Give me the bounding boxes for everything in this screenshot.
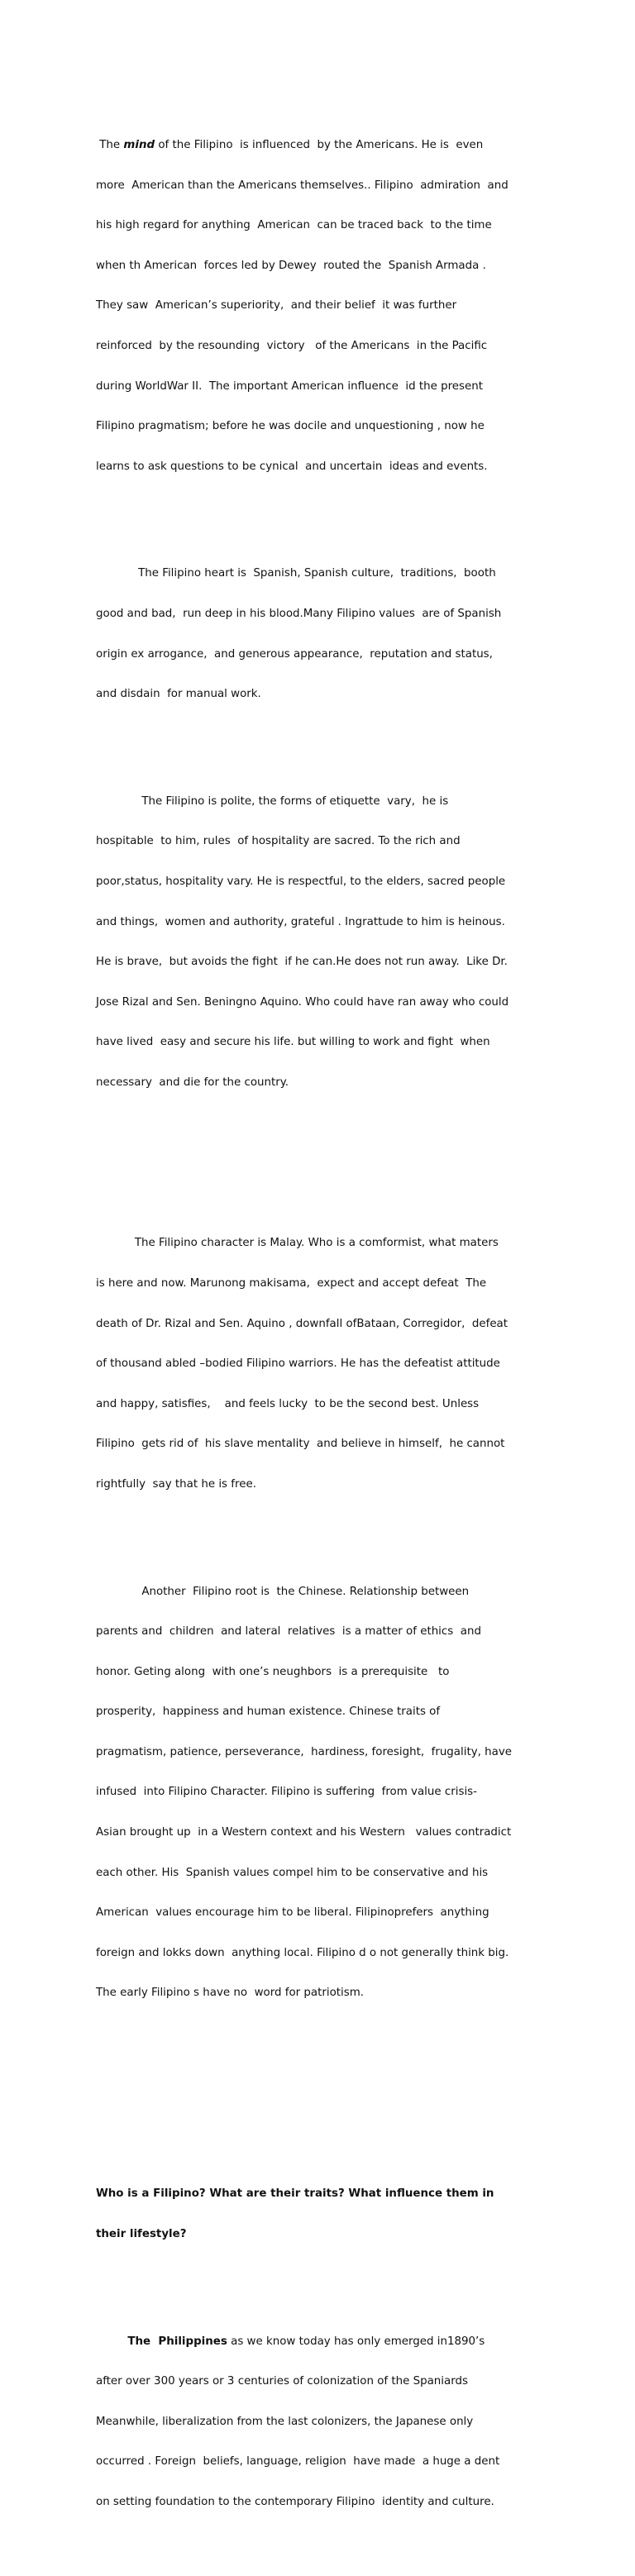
emphasis-mind: mind [123, 139, 155, 152]
text-line: have lived easy and secure his life. but willing to work and fight when [96, 1036, 490, 1049]
text-line: The Filipino heart is Spanish, Spanish culture, traditions, booth [96, 567, 496, 580]
text-line: is here and now. Marunong makisama, expect and accept defeat The [96, 1276, 487, 1290]
document-body [96, 72, 559, 2576]
text-line: foreign and lokks down anything local. Filipino d o not generally think big. [96, 1946, 509, 1959]
emphasis-philippines: The Philippines [127, 2335, 227, 2348]
text-span: The [96, 139, 124, 152]
text-line: origin ex arrogance, and generous appearance, reputation and status, [96, 647, 493, 661]
paragraph-philippines [96, 2308, 559, 2535]
text-line: learns to ask questions to be cynical and uncertain ideas and events. [96, 460, 488, 473]
text-line [96, 2335, 559, 2349]
text-span: of the Filipino is influenced by the Americans. He is even [155, 139, 484, 152]
paragraph-malay-character [96, 1210, 559, 1519]
paragraph-chinese-root [96, 1558, 559, 2027]
text-line: Asian brought up in a Western context and his Western values contradict [96, 1826, 512, 1839]
text-line: death of Dr. Rizal and Sen. Aquino , downfall ofBataan, Corregidor, defeat [96, 1317, 508, 1330]
paragraph-american-influence [96, 112, 559, 501]
text-line: prosperity, happiness and human existence. Chinese traits of [96, 1705, 441, 1719]
text-line: They saw American’s superiority, and their belief it was further [96, 299, 457, 312]
text-line: pragmatism, patience, perseverance, hardiness, foresight, frugality, have [96, 1745, 512, 1758]
text-line: when th American forces led by Dewey routed the Spanish Armada . [96, 259, 486, 272]
paragraph-spacer [96, 2068, 559, 2081]
text-line: poor,status, hospitality vary. He is respectful, to the elders, sacred people [96, 875, 506, 888]
text-line: his high regard for anything American can be traced back to the time [96, 219, 492, 232]
indent [96, 2335, 127, 2348]
section-heading [96, 2161, 559, 2268]
paragraph-spanish-heart [96, 541, 559, 728]
text-line: American values encourage him to be liberal. Filipinoprefers anything [96, 1906, 489, 1920]
text-line: and disdain for manual work. [96, 688, 261, 701]
text-line: on setting foundation to the contemporary Filipino identity and culture. [96, 2496, 494, 2509]
text-line: rightfully say that he is free. [96, 1477, 256, 1491]
text-line: reinforced by the resounding victory of the Americans in the Pacific [96, 339, 488, 352]
text-line: He is brave, but avoids the fight if he can.He does not run away. Like Dr. [96, 956, 508, 969]
text-line: each other. His Spanish values compel him to be conservative and his [96, 1866, 489, 1879]
text-line: Meanwhile, liberalization from the last colonizers, the Japanese only [96, 2415, 474, 2428]
text-line: infused into Filipino Character. Filipino is suffering from value crisis- [96, 1786, 477, 1799]
text-line: The Filipino is polite, the forms of etiquette vary, he is [96, 794, 449, 808]
text-span: as we know today has only emerged in1890’s [227, 2335, 485, 2348]
paragraph-spacer [96, 1157, 559, 1170]
paragraph-spacer [96, 2107, 559, 2120]
text-line: parents and children and lateral relatives is a matter of ethics and [96, 1625, 481, 1639]
text-line: during WorldWar II. The important American influence id the present [96, 379, 483, 393]
text-line: Jose Rizal and Sen. Beningno Aquino. Who could have ran away who could [96, 995, 509, 1009]
text-line: The early Filipino s have no word for patriotism. [96, 1987, 365, 2000]
heading-line: Who is a Filipino? What are their traits? What influence them in [96, 2187, 494, 2201]
heading-line: their lifestyle? [96, 2228, 187, 2241]
text-line: Filipino pragmatism; before he was docile and unquestioning , now he [96, 420, 485, 433]
text-line: more American than the Americans themselves.. Filipino admiration and [96, 179, 508, 192]
paragraph-polite-filipino [96, 768, 559, 1116]
text-line: and happy, satisfies, and feels lucky to be the second best. Unless [96, 1397, 480, 1410]
text-line: and things, women and authority, grateful . Ingrattude to him is heinous. [96, 915, 505, 928]
text-line: of thousand abled –bodied Filipino warriors. He has the defeatist attitude [96, 1357, 500, 1371]
text-line: hospitable to him, rules of hospitality are sacred. To the rich and [96, 835, 461, 848]
text-line: Another Filipino root is the Chinese. Relationship between [96, 1585, 470, 1598]
text-line: The Filipino character is Malay. Who is a comformist, what maters [96, 1237, 499, 1250]
text-line: necessary and die for the country. [96, 1076, 289, 1089]
text-line: honor. Geting along with one’s neughbors is a prerequisite to [96, 1665, 450, 1678]
text-line: Filipino gets rid of his slave mentality and believe in himself, he cannot [96, 1438, 505, 1451]
text-line [96, 139, 559, 152]
text-line: after over 300 years or 3 centuries of colonization of the Spaniards [96, 2375, 468, 2388]
text-line: occurred . Foreign beliefs, language, religion have made a huge a dent [96, 2455, 500, 2469]
text-line: good and bad, run deep in his blood.Many Filipino values are of Spanish [96, 607, 502, 620]
